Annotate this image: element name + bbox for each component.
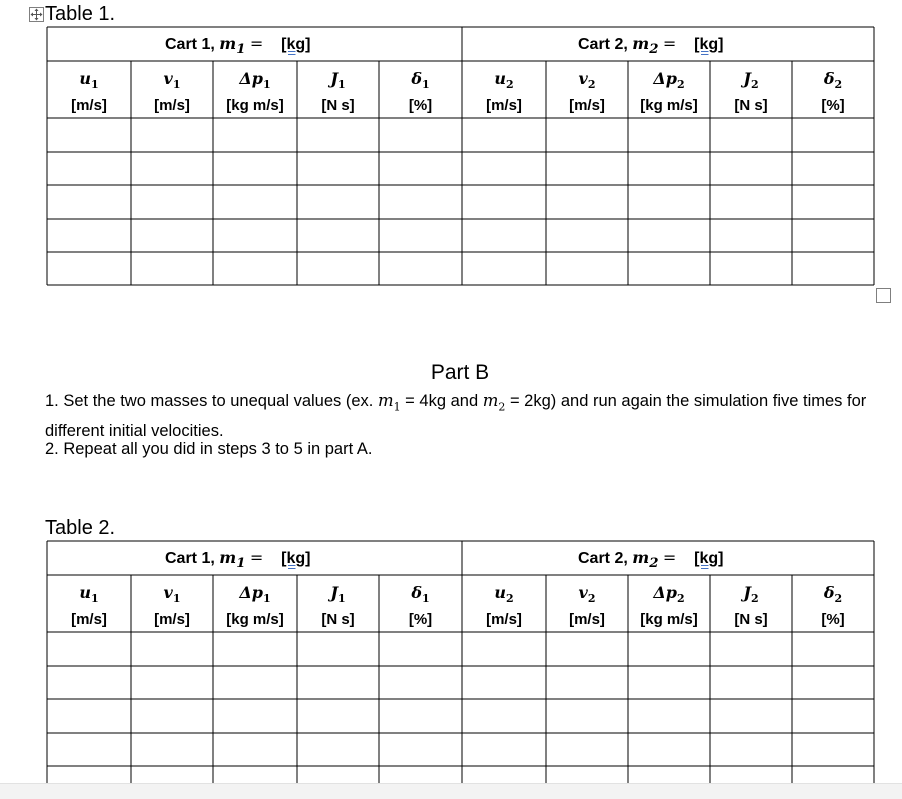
table-2-cell[interactable] — [380, 633, 462, 666]
table-2-cell[interactable] — [463, 633, 546, 666]
column-unit: [N s] — [734, 97, 768, 115]
column-symbol: $u_2$ — [494, 583, 514, 606]
table-1-cell[interactable] — [48, 119, 131, 152]
table-1-title: Table 1. — [45, 3, 116, 25]
column-symbol: $\Delta p_1$ — [239, 583, 271, 606]
window-bottom-bar — [0, 783, 902, 799]
table-2-cell[interactable] — [629, 633, 710, 666]
table-1-cell[interactable] — [711, 220, 792, 252]
table-2-cell[interactable] — [48, 667, 131, 699]
table-1-cell[interactable] — [380, 186, 462, 219]
table-2-cell[interactable] — [711, 667, 792, 699]
table-1-cell[interactable] — [298, 119, 379, 152]
table-1-cell[interactable] — [48, 253, 131, 285]
table-1-header-2 — [213, 68, 297, 116]
table-2-cell[interactable] — [380, 734, 462, 766]
table-2-cell[interactable] — [214, 734, 297, 766]
table-2-cell[interactable] — [380, 700, 462, 733]
table-2-cell[interactable] — [48, 700, 131, 733]
column-symbol: $\delta_1$ — [411, 583, 430, 606]
table-2-header-7 — [628, 582, 710, 630]
table-2-header-2 — [213, 582, 297, 630]
column-symbol: $\delta_1$ — [411, 69, 430, 92]
table-2-title: Table 2. — [45, 517, 116, 539]
table-1-cell[interactable] — [463, 220, 546, 252]
table-1-header-0 — [47, 68, 131, 116]
table-2-cell[interactable] — [711, 767, 792, 783]
table-1-header-5 — [462, 68, 546, 116]
table-2-cell[interactable] — [629, 767, 710, 783]
table-2-cell[interactable] — [214, 667, 297, 699]
table-1-cart-1-mass-field[interactable]: [kg] — [281, 36, 311, 53]
table-1-cell[interactable] — [793, 186, 874, 219]
table-2-cell[interactable] — [48, 633, 131, 666]
table-2-cell[interactable] — [298, 667, 379, 699]
column-symbol: $v_2$ — [578, 69, 596, 92]
table-1-cell[interactable] — [547, 253, 628, 285]
table-1-cell[interactable] — [793, 220, 874, 252]
table-2-cell[interactable] — [793, 700, 874, 733]
table-2-cell[interactable] — [132, 734, 213, 766]
table-1-cell[interactable] — [629, 253, 710, 285]
table-1-cell[interactable] — [48, 220, 131, 252]
table-2-cell[interactable] — [463, 767, 546, 783]
column-unit: [m/s] — [154, 611, 190, 629]
table-2-cell[interactable] — [547, 667, 628, 699]
table-2-cell[interactable] — [298, 767, 379, 783]
table-2-cell[interactable] — [380, 767, 462, 783]
column-unit: [m/s] — [569, 611, 605, 629]
column-symbol: $\delta_2$ — [823, 69, 843, 92]
table-1-cell[interactable] — [132, 220, 213, 252]
table-1-header-4 — [379, 68, 462, 116]
column-unit: [%] — [821, 611, 845, 629]
table-2-cell[interactable] — [793, 667, 874, 699]
table-1-cell[interactable] — [298, 186, 379, 219]
table-2-cell[interactable] — [463, 734, 546, 766]
column-unit: [%] — [408, 97, 433, 115]
table-2-cell[interactable] — [380, 667, 462, 699]
table-1-cell[interactable] — [711, 186, 792, 219]
table-2-cell[interactable] — [214, 700, 297, 733]
table-2-cart-1-mass-field[interactable]: [kg] — [281, 550, 311, 567]
table-1-header-3 — [297, 68, 379, 116]
table-2-cell[interactable] — [547, 700, 628, 733]
table-1-cell[interactable] — [793, 253, 874, 285]
table-1-cell[interactable] — [214, 220, 297, 252]
part-b-step-2: 2. Repeat all you did in steps 3 to 5 in part A. — [45, 440, 373, 458]
column-unit: [%] — [408, 611, 433, 629]
table-1-cell[interactable] — [547, 153, 628, 185]
column-symbol: $\Delta p_1$ — [239, 69, 271, 92]
table-1-cell[interactable] — [48, 186, 131, 219]
table-2-header-0 — [47, 582, 131, 630]
table-1-header-8 — [710, 68, 792, 116]
table-1-cell[interactable] — [380, 220, 462, 252]
table-2-cell[interactable] — [298, 734, 379, 766]
table-1-cell[interactable] — [214, 119, 297, 152]
table-2-cell[interactable] — [629, 734, 710, 766]
table-2-cell[interactable] — [132, 667, 213, 699]
table-1-cell[interactable] — [132, 119, 213, 152]
table-2-cell[interactable] — [793, 734, 874, 766]
column-symbol: $v_2$ — [578, 583, 596, 606]
table-2-cell[interactable] — [547, 767, 628, 783]
table-2-cell[interactable] — [463, 700, 546, 733]
table-1-cell[interactable] — [380, 119, 462, 152]
column-unit: [N s] — [321, 97, 355, 115]
table-1-cell[interactable] — [547, 220, 628, 252]
column-symbol: $J_1$ — [330, 583, 346, 606]
table-1-cell[interactable] — [298, 253, 379, 285]
column-unit: [kg m/s] — [226, 97, 284, 115]
table-2-cell[interactable] — [463, 667, 546, 699]
part-b-step-1: 1. Set the two masses to unequal values (ex. $m_1 = 4kg$ and $m_2 = 2kg$) and run again the simulation five times for different initial velocities. — [45, 391, 867, 441]
table-2-cell[interactable] — [48, 734, 131, 766]
table-2-header-9 — [792, 582, 874, 630]
column-unit: [m/s] — [486, 611, 522, 629]
table-1-cell[interactable] — [132, 153, 213, 185]
table-2-cell[interactable] — [132, 767, 213, 783]
table-1-cell[interactable] — [711, 253, 792, 285]
table-1-cell[interactable] — [793, 153, 874, 185]
table-1-cell[interactable] — [629, 220, 710, 252]
column-unit: [kg m/s] — [640, 97, 698, 115]
table-1-cell[interactable] — [463, 186, 546, 219]
table-2-header-1 — [131, 582, 213, 630]
column-unit: [kg m/s] — [640, 611, 698, 629]
table-1-cart-2-label: Cart 2, $m_2$ = [kg] — [578, 34, 724, 58]
table-2-header-5 — [462, 582, 546, 630]
column-symbol: $J_2$ — [743, 583, 759, 606]
table-2-cell[interactable] — [629, 667, 710, 699]
column-symbol: $\Delta p_2$ — [653, 69, 685, 92]
table-2-cell[interactable] — [629, 700, 710, 733]
table-2-cart-2-label: Cart 2, $m_2$ = [kg] — [578, 548, 724, 572]
column-symbol: $\delta_2$ — [823, 583, 843, 606]
table-1-cell[interactable] — [711, 119, 792, 152]
table-2-cell[interactable] — [793, 633, 874, 666]
table-2-cell[interactable] — [298, 633, 379, 666]
table-1-cell[interactable] — [132, 253, 213, 285]
table-2-cell[interactable] — [214, 767, 297, 783]
table-2-cell[interactable] — [793, 767, 874, 783]
table-1-cell[interactable] — [711, 153, 792, 185]
table-2-cart-1-label: Cart 1, $m_1$ = [kg] — [165, 548, 311, 572]
table-2-header-4 — [379, 582, 462, 630]
column-symbol: $v_1$ — [163, 69, 181, 92]
table-1-cell[interactable] — [214, 153, 297, 185]
table-1-cart-2-mass-field[interactable]: [kg] — [694, 36, 724, 53]
table-2-header-8 — [710, 582, 792, 630]
table-1-cell[interactable] — [463, 153, 546, 185]
column-unit: [N s] — [734, 611, 768, 629]
table-1-header-9 — [792, 68, 874, 116]
part-b-title: Part B — [430, 361, 490, 384]
table-1-cell[interactable] — [629, 153, 710, 185]
table-1-cell[interactable] — [132, 186, 213, 219]
table-1-cell[interactable] — [793, 119, 874, 152]
column-unit: [N s] — [321, 611, 355, 629]
table-1-cell[interactable] — [298, 220, 379, 252]
table-1-header-7 — [628, 68, 710, 116]
table-2-cell[interactable] — [711, 700, 792, 733]
table-1-header-1 — [131, 68, 213, 116]
table-2-cell[interactable] — [132, 700, 213, 733]
table-1-cell[interactable] — [547, 186, 628, 219]
table-1-cell[interactable] — [48, 153, 131, 185]
column-symbol: $J_1$ — [330, 69, 346, 92]
column-unit: [m/s] — [154, 97, 190, 115]
column-symbol: $u_2$ — [494, 69, 514, 92]
table-2-cell[interactable] — [298, 700, 379, 733]
table-2-header-6 — [546, 582, 628, 630]
table-1-cart-1-label: Cart 1, $m_1$ = [kg] — [165, 34, 311, 58]
table-2-cell[interactable] — [547, 734, 628, 766]
column-unit: [m/s] — [71, 611, 107, 629]
table-2-cell[interactable] — [214, 633, 297, 666]
table-2-cell[interactable] — [711, 734, 792, 766]
table-1-cell[interactable] — [463, 119, 546, 152]
table-1-cell[interactable] — [629, 119, 710, 152]
column-unit: [%] — [821, 97, 845, 115]
table-2-cell[interactable] — [547, 633, 628, 666]
table-1-cell[interactable] — [214, 186, 297, 219]
table-1-cell[interactable] — [214, 253, 297, 285]
table-1-cell[interactable] — [298, 153, 379, 185]
column-unit: [m/s] — [569, 97, 605, 115]
column-symbol: $u_1$ — [79, 583, 99, 606]
column-symbol: $v_1$ — [163, 583, 181, 606]
column-symbol: $u_1$ — [79, 69, 99, 92]
table-2-cell[interactable] — [711, 633, 792, 666]
table-2-header-3 — [297, 582, 379, 630]
column-unit: [m/s] — [71, 97, 107, 115]
table-2-cart-2-mass-field[interactable]: [kg] — [694, 550, 724, 567]
column-unit: [m/s] — [486, 97, 522, 115]
table-resize-handle[interactable] — [876, 288, 891, 303]
table-1-cell[interactable] — [380, 153, 462, 185]
column-unit: [kg m/s] — [226, 611, 284, 629]
column-symbol: $J_2$ — [743, 69, 759, 92]
table-1-header-6 — [546, 68, 628, 116]
column-symbol: $\Delta p_2$ — [653, 583, 685, 606]
table-1-cell[interactable] — [463, 253, 546, 285]
table-2-cell[interactable] — [132, 633, 213, 666]
table-1-cell[interactable] — [380, 253, 462, 285]
table-2-cell[interactable] — [48, 767, 131, 783]
table-1-cell[interactable] — [547, 119, 628, 152]
table-1-cell[interactable] — [629, 186, 710, 219]
